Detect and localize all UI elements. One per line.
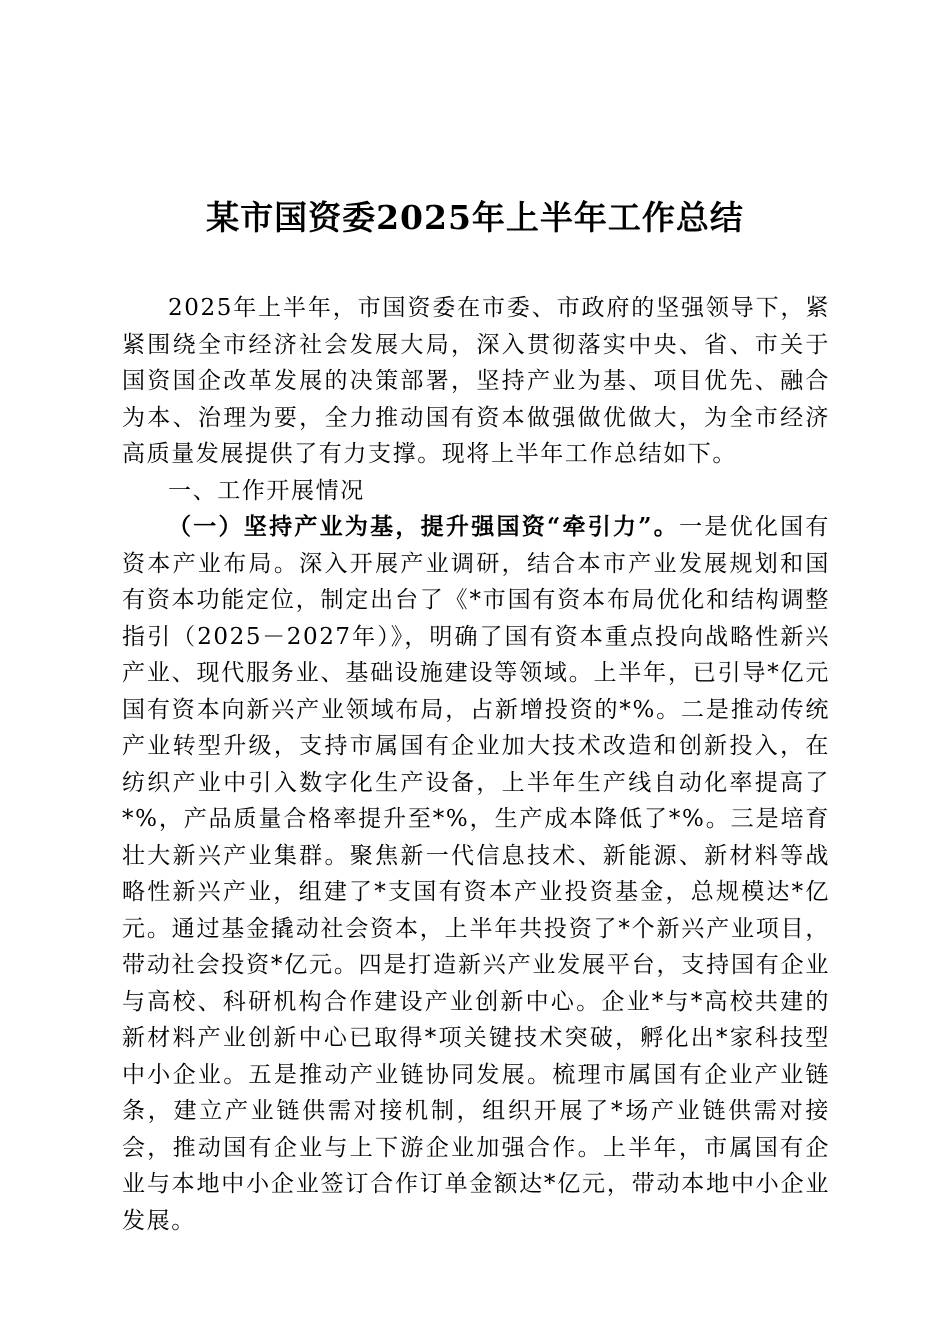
document-title: 某市国资委2025年上半年工作总结 xyxy=(206,198,744,237)
intro-paragraph: 2025年上半年，市国资委在市委、市政府的坚强领导下，紧紧围绕全市经济社会发展大局，深入贯彻落实中央、省、市关于国资国企改革发展的决策部署，坚持产业为基、项目优先、融合为本、治理为要，全力推动国有资本做强做优做大，为全市经济高质量发展提供了有力支撑。现将上半年工作总结如下。 xyxy=(122,295,830,467)
document-body xyxy=(122,290,830,1239)
subsection-paragraph-industry xyxy=(122,509,830,1239)
section-heading-work-progress: 一、工作开展情况 xyxy=(168,477,365,504)
subsection-heading-industry: （一）坚持产业为基，提升强国资“牵引力”。 xyxy=(168,513,680,540)
subsection-body-industry: 一是优化国有资本产业布局。深入开展产业调研，结合本市产业发展规划和国有资本功能定位，制定出台了《*市国有资本布局优化和结构调整指引（2025－2027年）》，明确了国有资本重点投向战略性新兴产业、现代服务业、基础设施建设等领域。上半年，已引导*亿元国有资本向新兴产业领域布局，占新增投资的*%。二是推动传统产业转型升级，支持市属国有企业加大技术改造和创新投入，在纺织产业中引入数字化生产设备，上半年生产线自动化率提高了*%，产品质量合格率提升至*%，生产成本降低了*%。三是培育壮大新兴产业集群。聚焦新一代信息技术、新能源、新材料等战略性新兴产业，组建了*支国有资本产业投资基金，总规模达*亿元。通过基金撬动社会资本，上半年共投资了*个新兴产业项目，带动社会投资*亿元。四是打造新兴产业发展平台，支持国有企业与高校、科研机构合作建设产业创新中心。企业*与*高校共建的新材料产业创新中心已取得*项关键技术突破，孵化出*家科技型中小企业。五是推动产业链协同发展。梳理市属国有企业产业链条，建立产业链供需对接机制，组织开展了*场产业链供需对接会，推动国有企业与上下游企业加强合作。上半年，市属国有企业与本地中小企业签订合作订单金额达*亿元，带动本地中小企业发展。 xyxy=(122,514,830,1234)
